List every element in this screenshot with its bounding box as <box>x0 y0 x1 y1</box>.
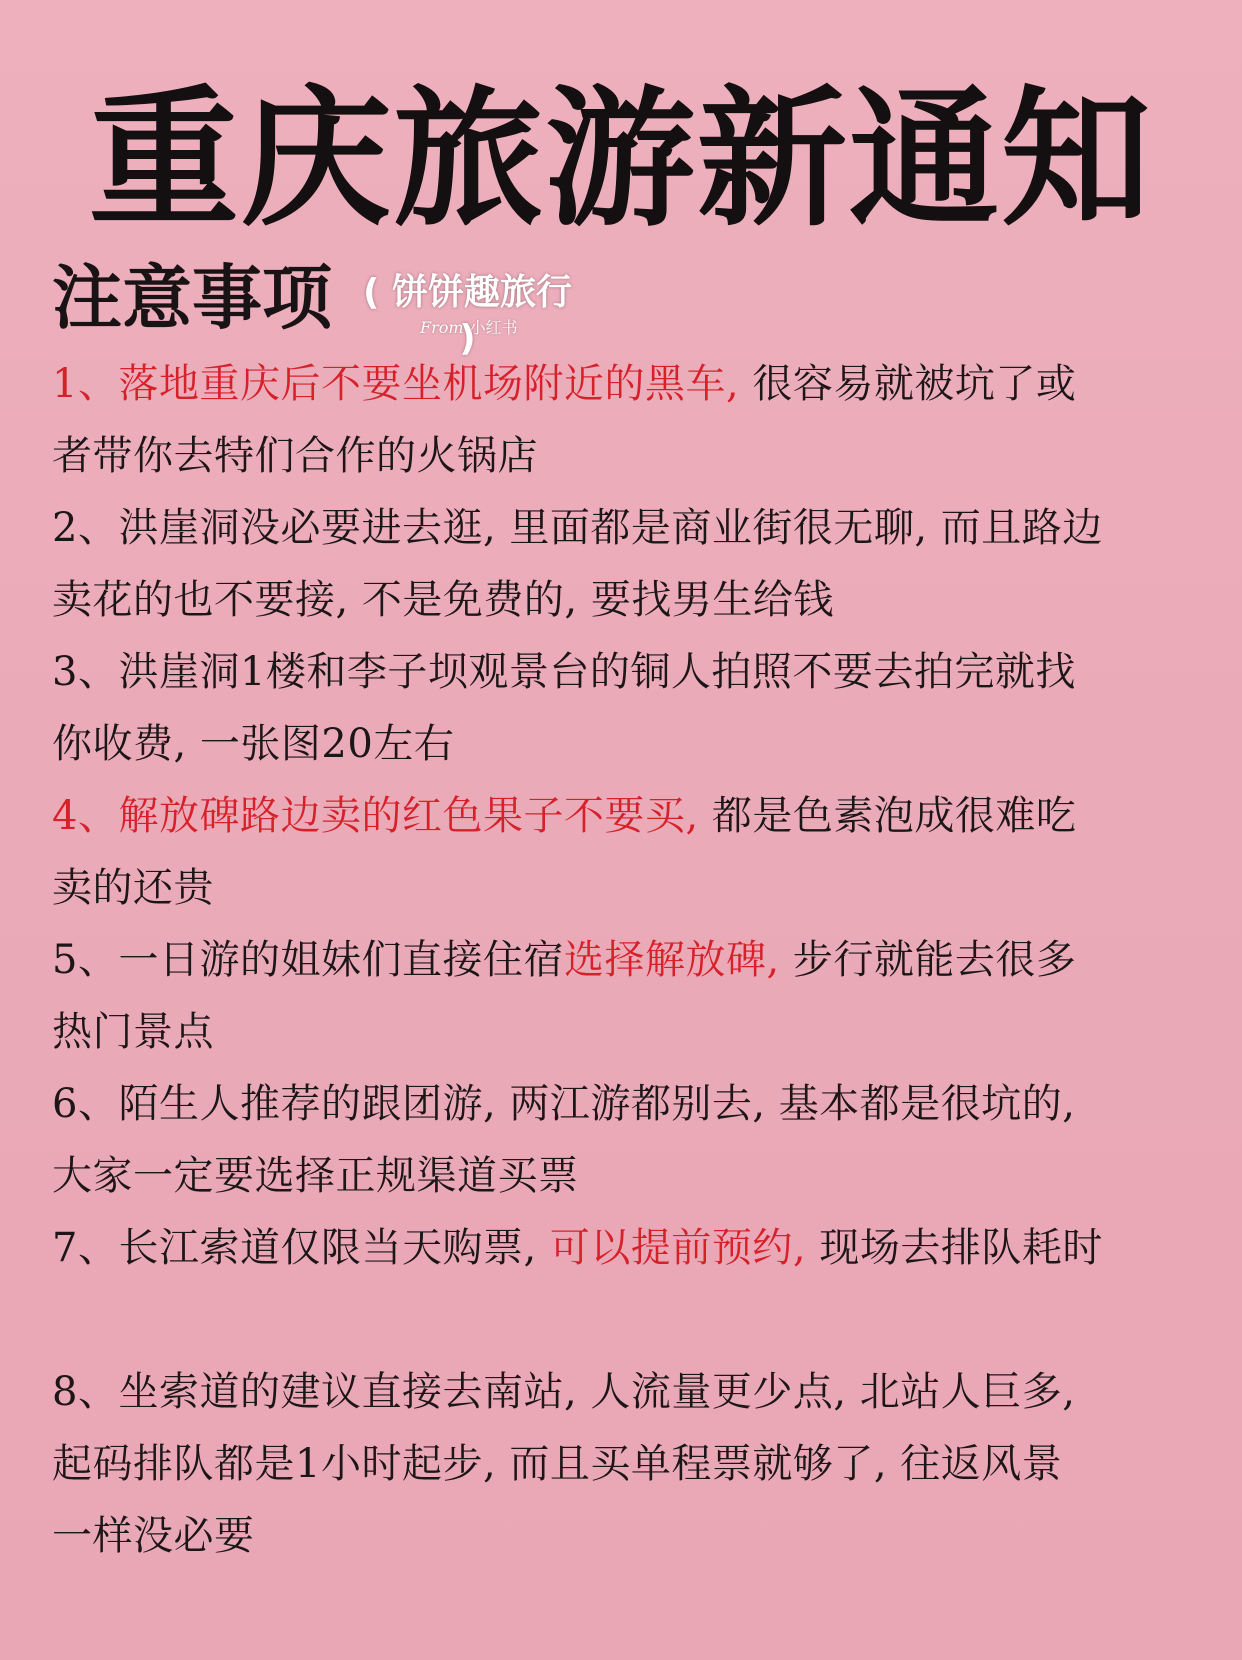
item-7-highlight: 可以提前预约, <box>549 1225 807 1271</box>
watermark-open-paren: ( <box>362 272 380 313</box>
item-8-text: 8、坐索道的建议直接去南站, 人流量更少点, 北站人巨多, 起码排队都是1小时起步, 而且买单程票就够了, 往返风景 一样没必要 <box>52 1369 1076 1559</box>
watermark-author: 饼饼趣旅行 <box>391 272 572 313</box>
item-2-text: 2、洪崖洞没必要进去逛, 里面都是商业街很无聊, 而且路边 卖花的也不要接, 不是免费的, 要找男生给钱 <box>52 505 1103 623</box>
watermark-source <box>420 318 518 338</box>
list-item-8 <box>52 1356 1212 1572</box>
section-heading: 注意事项 <box>52 257 332 339</box>
list-item-5 <box>52 924 1212 1068</box>
item-1-text: 很容易就被坑了或 者带你去特们合作的火锅店 <box>52 361 1077 479</box>
watermark <box>350 270 585 359</box>
item-5-highlight: 选择解放碑, <box>563 937 780 983</box>
watermark-from-label: From <box>420 318 464 337</box>
page-title: 重庆旅游新通知 <box>88 73 1153 247</box>
list-item-6 <box>52 1068 1212 1212</box>
item-6-text: 6、陌生人推荐的跟团游, 两江游都别去, 基本都是很坑的, 大家一定要选择正规渠道买票 <box>52 1081 1076 1199</box>
list-item-7 <box>52 1212 1212 1284</box>
item-5-text-end: 步行就能去很多 热门景点 <box>52 937 1077 1055</box>
item-3-text: 3、洪崖洞1楼和李子坝观景台的铜人拍照不要去拍完就找 你收费, 一张图20左右 <box>52 649 1076 767</box>
notice-list <box>52 348 1212 1572</box>
list-item-3 <box>52 636 1212 780</box>
item-7-text-start: 7、长江索道仅限当天购票, <box>52 1225 550 1271</box>
list-item-2 <box>52 492 1212 636</box>
watermark-close-paren: ) <box>459 318 476 359</box>
list-item-4 <box>52 780 1212 924</box>
item-1-highlight: 1、落地重庆后不要坐机场附近的黑车, <box>52 361 740 407</box>
watermark-platform: 小红书 <box>469 318 518 337</box>
blank-line <box>52 1284 1212 1356</box>
list-item-1 <box>52 348 1212 492</box>
item-5-text-start: 5、一日游的姐妹们直接住宿 <box>52 937 564 983</box>
item-4-highlight: 4、解放碑路边卖的红色果子不要买, <box>52 793 699 839</box>
item-7-text-end: 现场去排队耗时 <box>806 1225 1103 1271</box>
item-4-text: 都是色素泡成很难吃 卖的还贵 <box>52 793 1077 911</box>
